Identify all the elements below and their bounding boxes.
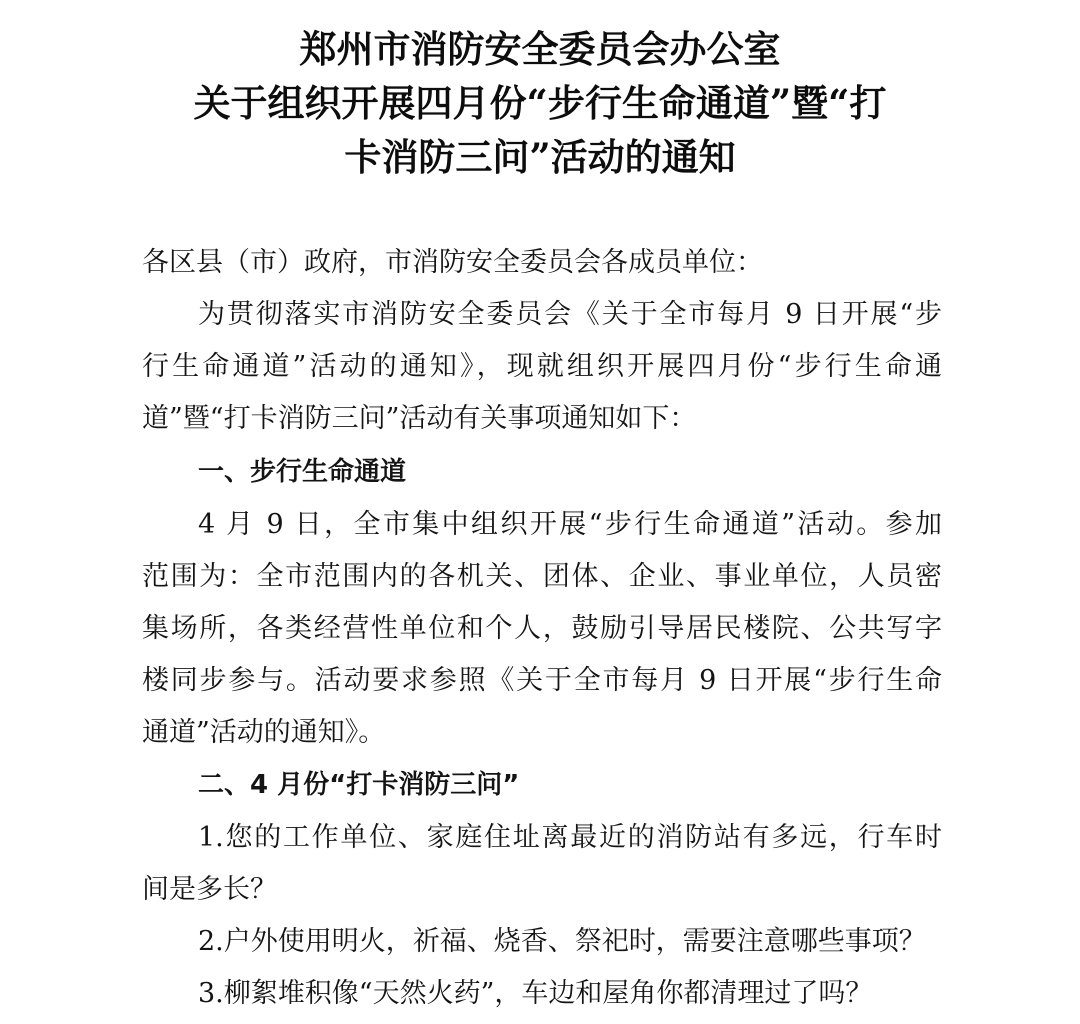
question-1-line-2: 间是多长？ (142, 874, 277, 905)
question-3: 3.柳絮堆积像“天然火药”，车边和屋角你都清理过了吗？ (198, 978, 873, 1009)
section-1-line-3: 集场所，各类经营性单位和个人，鼓励引导居民楼院、公共写字 (142, 613, 942, 644)
intro-line-1: 为贯彻落实市消防安全委员会《关于全市每月 9 日开展“步 (198, 299, 942, 330)
section-1-line-5: 通道”活动的通知》。 (142, 717, 386, 748)
section-1-line-2: 范围为：全市范围内的各机关、团体、企业、事业单位，人员密 (142, 561, 942, 592)
intro-line-3: 道”暨“打卡消防三问”活动有关事项通知如下： (142, 403, 697, 434)
title-line-1: 郑州市消防安全委员会办公室 (299, 27, 781, 71)
title-line-3: 卡消防三问”活动的通知 (344, 135, 736, 179)
title-line-2: 关于组织开展四月份“步行生命通道”暨“打 (193, 81, 887, 125)
salutation: 各区县（市）政府，市消防安全委员会各成员单位： (142, 247, 763, 278)
question-2: 2.户外使用明火，祈福、烧香、祭祀时，需要注意哪些事项？ (198, 926, 926, 957)
section-2-heading: 二、4 月份“打卡消防三问” (198, 770, 520, 800)
section-1-line-4: 楼同步参与。活动要求参照《关于全市每月 9 日开展“步行生命 (142, 665, 942, 696)
intro-line-2: 行生命通道”活动的通知》，现就组织开展四月份“步行生命通 (142, 351, 942, 382)
section-1-line-1: 4 月 9 日，全市集中组织开展“步行生命通道”活动。参加 (198, 509, 942, 540)
question-1-line-1: 1.您的工作单位、家庭住址离最近的消防站有多远，行车时 (198, 822, 942, 853)
section-1-heading: 一、步行生命通道 (198, 457, 407, 487)
